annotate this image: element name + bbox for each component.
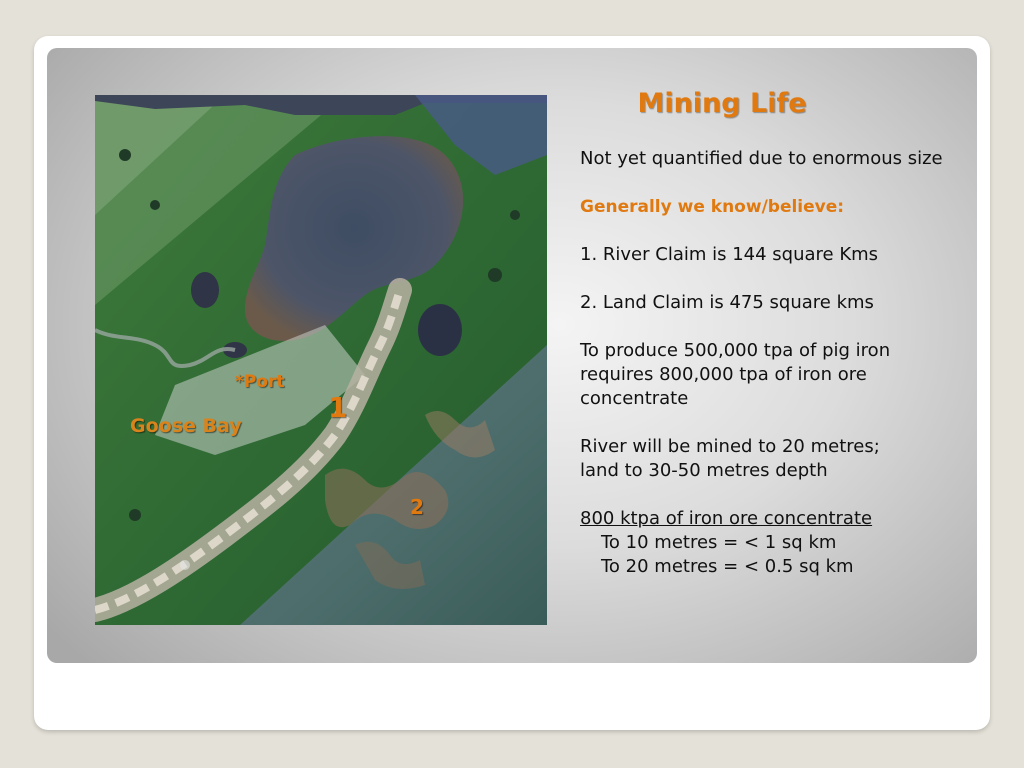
depth-line-1: River will be mined to 20 metres; — [580, 436, 880, 457]
depth-paragraph — [580, 435, 960, 483]
satellite-map-image — [95, 95, 547, 625]
slide-title: Mining Life — [637, 88, 807, 119]
intro-text: Not yet quantified due to enormous size — [580, 148, 943, 169]
concentrate-paragraph — [580, 507, 960, 579]
satellite-map — [95, 95, 547, 625]
production-line-1: To produce 500,000 tpa of pig iron — [580, 340, 891, 361]
depth-line-2: land to 30-50 metres depth — [580, 460, 828, 481]
map-label-claim-1: 1 — [328, 391, 348, 424]
subheading: Generally we know/believe: — [580, 197, 845, 217]
concentrate-heading: 800 ktpa of iron ore concentrate — [580, 508, 873, 529]
point-1: 1. River Claim is 144 square Kms — [580, 244, 879, 265]
map-label-claim-2: 2 — [410, 495, 424, 519]
concentrate-line-1: To 10 metres = < 1 sq km — [601, 532, 837, 553]
production-paragraph — [580, 339, 960, 411]
map-label-port: *Port — [235, 372, 285, 392]
production-line-2: requires 800,000 tpa of iron ore — [580, 364, 867, 385]
map-label-goose-bay: Goose Bay — [130, 415, 242, 437]
slide-body — [580, 147, 960, 603]
concentrate-line-2: To 20 metres = < 0.5 sq km — [601, 556, 854, 577]
point-2: 2. Land Claim is 475 square kms — [580, 292, 874, 313]
production-line-3: concentrate — [580, 388, 689, 409]
